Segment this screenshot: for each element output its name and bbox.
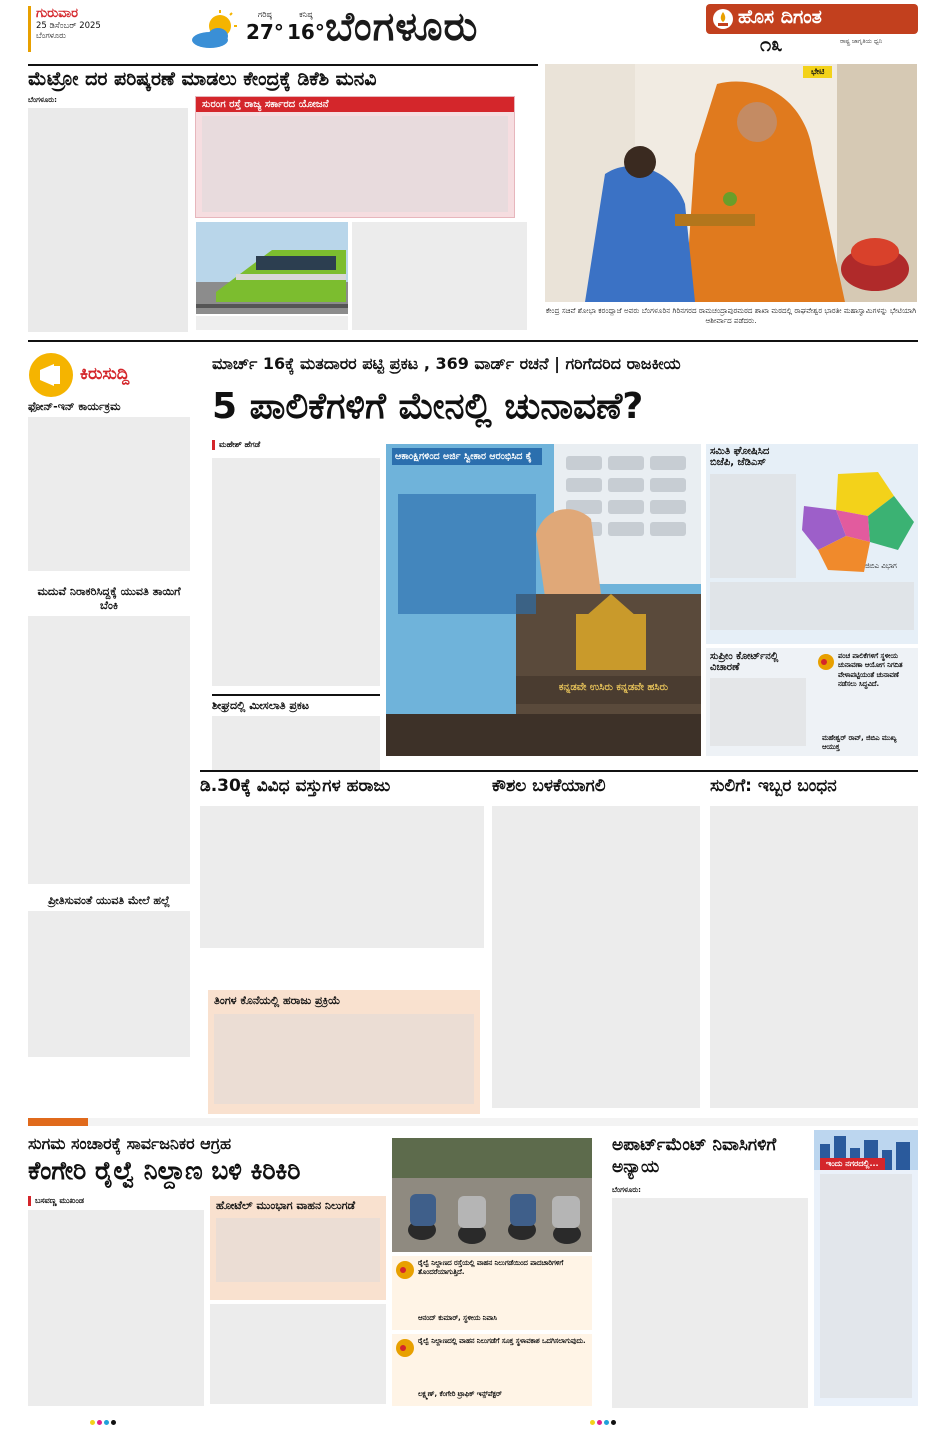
resident-quote-text: ರೈಲ್ವೆ ನಿಲ್ದಾಣದ ರಸ್ತೆಯಲ್ಲಿ ವಾಹನ ನಿಲುಗಡೆಯಿಂದ ಪಾದಚಾರಿಗಳಿಗೆ ತೊಂದರೆಯಾಗುತ್ತಿದೆ. [418, 1259, 564, 1277]
min-temp-label: ಕನಿಷ್ಠ [299, 10, 313, 19]
kirusuddi-title: ಕಿರುಸುದ್ದಿ [80, 364, 130, 384]
metro-box [195, 96, 515, 218]
kirusuddi-text-1 [28, 417, 190, 571]
election-text [212, 458, 380, 686]
apartment-dateline: ಬೆಂಗಳೂರು: [612, 1186, 641, 1194]
court-text [710, 678, 806, 746]
metro-caption-area [196, 316, 348, 332]
today-title: ಇಂದು ನಗರದಲ್ಲಿ... [820, 1158, 885, 1170]
section-title: ಬೆಂಗಳೂರು [325, 4, 479, 50]
registration-marks [90, 1410, 150, 1416]
court-title: ಸುಪ್ರೀಂ ಕೋರ್ಟ್‌ನಲ್ಲಿ ವಿಚಾರಣೆ [710, 651, 779, 673]
quote-text: ಪಂಚ ಪಾಲಿಕೆಗಳಿಗೆ ಸ್ಥಳೀಯ ಚುನಾವಣಾ ಆಯೋಗ ನಿಗದಿತ ವೇಳಾಪಟ್ಟಿಯಂತೆ ಚುನಾವಣೆ ನಡೆಸಲು ಸಿದ್ಧವಿದೆ. [838, 652, 903, 689]
election-byline: ಮಹೇಶ್ ಹೆಗಡೆ [212, 440, 380, 450]
map-label: ಜಿಬಿಎ ವಿಭಾಗ [865, 562, 897, 570]
weather-icon [190, 8, 240, 52]
auction-box-title: ತಿಂಗಳ ಕೊನೆಯಲ್ಲಿ ಹರಾಜು ಪ್ರಕ್ರಿಯೆ [214, 994, 341, 1007]
auction-box-text [214, 1014, 474, 1104]
max-temp-label: ಗರಿಷ್ಠ [257, 10, 272, 19]
inspector-quote-author: ಲಕ್ಷ್ಮಣ್, ಕೆಂಗೇರಿ ಟ್ರಾಫಿಕ್ ಇನ್ಸ್‌ಪೆಕ್ಟರ್ [418, 1390, 502, 1398]
date-label: 25 ಡಿಸೆಂಬರ್ 2025 [36, 21, 101, 31]
kengeri-headline: ಕೆಂಗೇರಿ ರೈಲ್ವೆ ನಿಲ್ದಾಣ ಬಳಿ ಕಿರಿಕಿರಿ [28, 1156, 301, 1185]
divider [200, 770, 918, 772]
paper-name: ಹೊಸ ದಿಗಂತ [738, 6, 822, 28]
election-kicker: ಮಾರ್ಚ್ 16ಕ್ಕೆ ಮತದಾರರ ಪಟ್ಟಿ ಪ್ರಕಟ , 369 ವಾರ್ಡ್ ರಚನೆ | ಗರಿಗೆದರಿದ ರಾಜಕೀಯ [212, 354, 681, 373]
paper-logo [706, 4, 918, 34]
kengeri-kicker: ಸುಗಮ ಸಂಚಾರಕ್ಕೆ ಸಾರ್ವಜನಿಕರ ಆಗ್ರಹ [28, 1134, 232, 1153]
divider [28, 340, 918, 342]
shobha-photo-block [545, 64, 917, 332]
hotel-parking-box [210, 1196, 386, 1300]
resident-quote-box [392, 1256, 592, 1330]
apartment-headline: ಅಪಾರ್ಟ್‌ಮೆಂಟ್ ನಿವಾಸಿಗಳಿಗೆ ಅನ್ಯಾಯ [612, 1135, 777, 1177]
kengeri-text [28, 1210, 204, 1406]
dateline-box [28, 6, 128, 52]
max-temp-box [246, 10, 284, 44]
election-text-2 [212, 716, 380, 770]
quote-icon [816, 652, 836, 672]
today-events-text [820, 1174, 912, 1398]
sulige-story [710, 776, 918, 1108]
kirusuddi-headline-3: ಪ್ರೀತಿಸುವಂತೆ ಯುವತಿ ಮೇಲೆ ಹಲ್ಲೆ [48, 894, 170, 907]
metro-box-title: ಸುರಂಗ ರಸ್ತೆ ರಾಜ್ಯ ಸರ್ಕಾರದ ಯೋಜನೆ [196, 97, 514, 112]
kirusuddi-headline-1: ಫೋನ್-ಇನ್ ಕಾರ್ಯಕ್ರಮ [28, 400, 121, 413]
visit-photo [545, 64, 917, 302]
building-signboard: ಕನ್ನಡವೇ ಉಸಿರು ಕನ್ನಡವೇ ಹಸಿರು [558, 682, 669, 693]
kirusuddi-text-3 [28, 911, 190, 1057]
lamp-logo-icon [712, 8, 734, 30]
metro-body-text [28, 108, 188, 332]
inspector-quote-box [392, 1334, 592, 1406]
inspector-quote-text: ರೈಲ್ವೆ ನಿಲ್ದಾಣದಲ್ಲಿ ವಾಹನ ನಿಲುಗಡೆಗೆ ಸೂಕ್ತ ಸ್ಥಳಾವಕಾಶ ಒದಗಿಸಲಾಗುವುದು. [418, 1337, 586, 1345]
auction-box [208, 990, 480, 1114]
metro-body-text-2 [352, 222, 527, 330]
skill-story [492, 776, 700, 1108]
metro-column-1 [28, 96, 188, 332]
quote-icon [395, 1338, 415, 1358]
kirusuddi-text-2 [28, 616, 190, 884]
hotel-box-text [216, 1218, 380, 1282]
skill-headline: ಕೌಶಲ ಬಳಕೆಯಾಗಲಿ [492, 776, 606, 796]
sulige-text [710, 806, 918, 1108]
bjp-jds-title: ಸಮಿತಿ ಘೋಷಿಸಿದ ಬಿಜೆಪಿ, ಜೆಡಿಎಸ್ [710, 446, 770, 468]
court-box [706, 648, 918, 756]
election-column [212, 440, 380, 770]
info-body [398, 494, 536, 614]
page-number: ೧೩ [760, 32, 783, 56]
paper-tagline: ರಾಷ್ಟ್ರ ಜಾಗೃತಿಯ ಧ್ವನಿ [840, 38, 883, 45]
resident-quote-author: ಆನಂದ್ ಕುಮಾರ್, ಸ್ಥಳೀಯ ನಿವಾಸಿ [418, 1314, 497, 1322]
metro-dateline: ಬೆಂಗಳೂರು: [28, 96, 57, 104]
sulige-headline: ಸುಲಿಗೆ: ಇಬ್ಬರ ಬಂಧನ [710, 776, 837, 796]
quote-icon [395, 1260, 415, 1280]
election-subhead: ಶೀಘ್ರದಲ್ಲಿ ಮೀಸಲಾತಿ ಪ್ರಕಟ [212, 694, 380, 713]
section-band [28, 1118, 918, 1126]
metro-train-image [196, 222, 348, 314]
apartment-text [612, 1198, 808, 1408]
apartment-story [612, 1134, 808, 1408]
info-title: ಆಕಾಂಕ್ಷಿಗಳಿಂದ ಅರ್ಜಿ ಸ್ವೀಕಾರ ಆರಂಭಿಸಿದ ಕೈ [392, 448, 542, 465]
registration-marks [590, 1410, 650, 1416]
metro-column-3 [352, 222, 527, 332]
photo-caption: ಕೇಂದ್ರ ಸಚಿವೆ ಶೋಭಾ ಕರಂದ್ಲಾಜೆ ಅವರು ಬೆಂಗಳೂರಿನ ಗಿರಿನಗರದ ರಾಮಚಂದ್ರಾಪುರಮಠದ ಶಾಖಾ ಮಠದಲ್ಲಿ ರಾಘವೇಶ್ವರ ಭಾರತೀ ಮಹಾಸ್ವಾಮಿಗಳನ್ನು ಭೇಟಿಯಾಗಿ ಆಶೀರ್ವಾದ ಪಡೆದರು. [545, 306, 917, 325]
bjp-jds-text [710, 474, 796, 578]
kengeri-text-2 [210, 1304, 386, 1404]
metro-headline: ಮೆಟ್ರೋ ದರ ಪರಿಷ್ಕರಣೆ ಮಾಡಲು ಕೇಂದ್ರಕ್ಕೆ ಡಿಕೆಶಿ ಮನವಿ [28, 68, 377, 90]
section-band-accent [28, 1118, 88, 1126]
hotel-box-title: ಹೋಟೆಲ್ ಮುಂಭಾಗ ವಾಹನ ನಿಲುಗಡೆ [216, 1199, 356, 1212]
photo-tag: ಭೇಟಿ [803, 66, 832, 78]
day-label: ಗುರುವಾರ [36, 6, 78, 21]
metro-body-text-3 [196, 316, 348, 330]
city-label: ಬೆಂಗಳೂರು [36, 31, 66, 40]
bjp-jds-box [706, 444, 918, 644]
quote-author: ಮಹೇಶ್ವರ್ ರಾವ್, ಜಿಬಿಎ ಮುಖ್ಯ ಆಯುಕ್ತ [822, 734, 897, 751]
auction-story [200, 776, 484, 948]
kirusuddi-headline-2: ಮದುವೆ ನಿರಾಕರಿಸಿದ್ದಕ್ಕೆ ಯುವತಿ ತಾಯಿಗೆ ಬೆಂಕಿ [37, 585, 181, 612]
skill-text [492, 806, 700, 1108]
kirusuddi-header [28, 352, 190, 398]
min-temp-value: 16° [287, 20, 325, 44]
masthead [0, 0, 945, 58]
metro-box-text [202, 116, 508, 212]
min-temp-box [287, 10, 325, 44]
parked-scooters-image [392, 1138, 592, 1252]
megaphone-icon [28, 352, 74, 398]
kengeri-byline: ಬಸವಣ್ಣ ಮುಖಂಡ [28, 1196, 84, 1206]
today-in-city-box [814, 1130, 918, 1406]
divider [28, 64, 538, 66]
election-headline: 5 ಪಾಲಿಕೆಗಳಿಗೆ ಮೇನಲ್ಲಿ ಚುನಾವಣೆ? [212, 386, 644, 427]
auction-headline: ಡಿ.30ಕ್ಕೆ ವಿವಿಧ ವಸ್ತುಗಳ ಹರಾಜು [200, 776, 391, 796]
bjp-jds-text-2 [710, 582, 914, 630]
max-temp-value: 27° [246, 20, 284, 44]
kirusuddi-column [28, 400, 190, 1057]
auction-text [200, 806, 484, 948]
election-infographic [386, 444, 701, 756]
